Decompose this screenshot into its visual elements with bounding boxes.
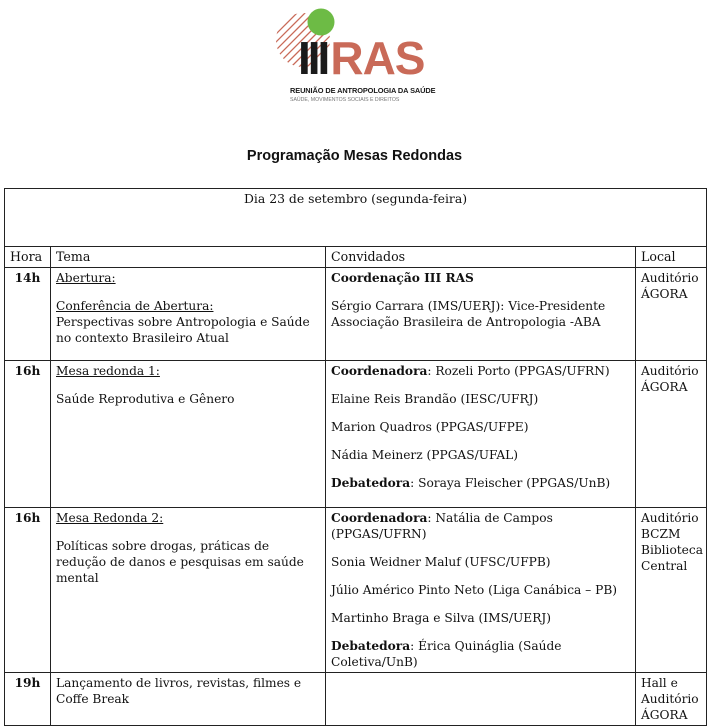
tema-text: Perspectivas sobre Antropologia e Saúde no contexto Brasileiro Atual (56, 315, 310, 345)
convidado-name: Marion Quadros (PPGAS/UFPE) (331, 420, 529, 434)
convidado-name: Sonia Weidner Maluf (UFSC/UFPB) (331, 555, 551, 569)
header-convidados: Convidados (326, 247, 636, 268)
row-hora: 16h (5, 508, 51, 673)
row-tema (51, 508, 326, 673)
logo-wordmark: IIIRAS (298, 32, 425, 84)
header-hora: Hora (5, 247, 51, 268)
row-hora: 16h (5, 361, 51, 508)
logo-tagline: SAÚDE, MOVIMENTOS SOCIAIS E DIREITOS (290, 97, 400, 103)
page-title: Programação Mesas Redondas (246, 148, 463, 164)
convidado-role: Debatedora (331, 476, 411, 490)
convidado-name: : Rozeli Porto (PPGAS/UFRN) (427, 364, 610, 378)
convidado-name: : Érica Quináglia (Saúde Coletiva/UnB) (331, 639, 562, 669)
tema-text: Políticas sobre drogas, práticas de redução de danos e pesquisas em saúde mental (56, 539, 304, 585)
table-row (5, 268, 707, 361)
tema-title: Mesa redonda 1: (56, 364, 160, 378)
convidado-line (331, 363, 630, 379)
row-convidados (326, 268, 636, 361)
convidado-name: : Soraya Fleischer (PPGAS/UnB) (410, 476, 611, 490)
row-local: Auditório BCZM Biblioteca Central (636, 508, 707, 673)
convidado-role: Coordenadora (331, 364, 428, 378)
table-row (5, 673, 707, 726)
convidado-name: Sérgio Carrara (IMS/UERJ): Vice-Presidente Associação Brasileira de Antropologia -ABA (331, 299, 606, 329)
convidado-line (331, 638, 630, 670)
event-logo (272, 4, 442, 110)
row-local: Auditório ÁGORA (636, 268, 707, 361)
convidado-role: Debatedora (331, 639, 411, 653)
row-tema (51, 268, 326, 361)
row-convidados (326, 508, 636, 673)
day-row (5, 189, 707, 247)
convidado-line (331, 510, 630, 542)
convidado-role: Coordenação III RAS (331, 271, 474, 285)
day-label: Dia 23 de setembro (segunda-feira) (5, 189, 707, 247)
schedule-table (4, 188, 707, 726)
table-row (5, 508, 707, 673)
convidado-line (331, 475, 630, 491)
row-convidados (326, 361, 636, 508)
header-row (5, 247, 707, 268)
row-local: Hall e Auditório ÁGORA (636, 673, 707, 726)
header-tema: Tema (51, 247, 326, 268)
row-hora: 19h (5, 673, 51, 726)
convidado-name: Nádia Meinerz (PPGAS/UFAL) (331, 448, 519, 462)
table-row (5, 361, 707, 508)
convidado-name: : Natália de Campos (PPGAS/UFRN) (331, 511, 553, 541)
tema-text: Lançamento de livros, revistas, filmes e Coffe Break (56, 676, 302, 706)
row-local: Auditório ÁGORA (636, 361, 707, 508)
tema-title: Mesa Redonda 2: (56, 511, 164, 525)
header-local: Local (636, 247, 707, 268)
tema-title: Abertura: (56, 271, 116, 285)
row-hora: 14h (5, 268, 51, 361)
tema-subtitle: Conferência de Abertura: (56, 299, 214, 313)
convidado-role: Coordenadora (331, 511, 428, 525)
convidado-name: Elaine Reis Brandão (IESC/UFRJ) (331, 392, 539, 406)
logo-subtitle: REUNIÃO DE ANTROPOLOGIA DA SAÚDE (290, 86, 436, 95)
row-tema (51, 673, 326, 726)
tema-text: Saúde Reprodutiva e Gênero (56, 392, 235, 406)
row-tema (51, 361, 326, 508)
row-convidados (326, 673, 636, 726)
convidado-name: Júlio Américo Pinto Neto (Liga Canábica – PB) (331, 583, 618, 597)
convidado-name: Martinho Braga e Silva (IMS/UERJ) (331, 611, 552, 625)
